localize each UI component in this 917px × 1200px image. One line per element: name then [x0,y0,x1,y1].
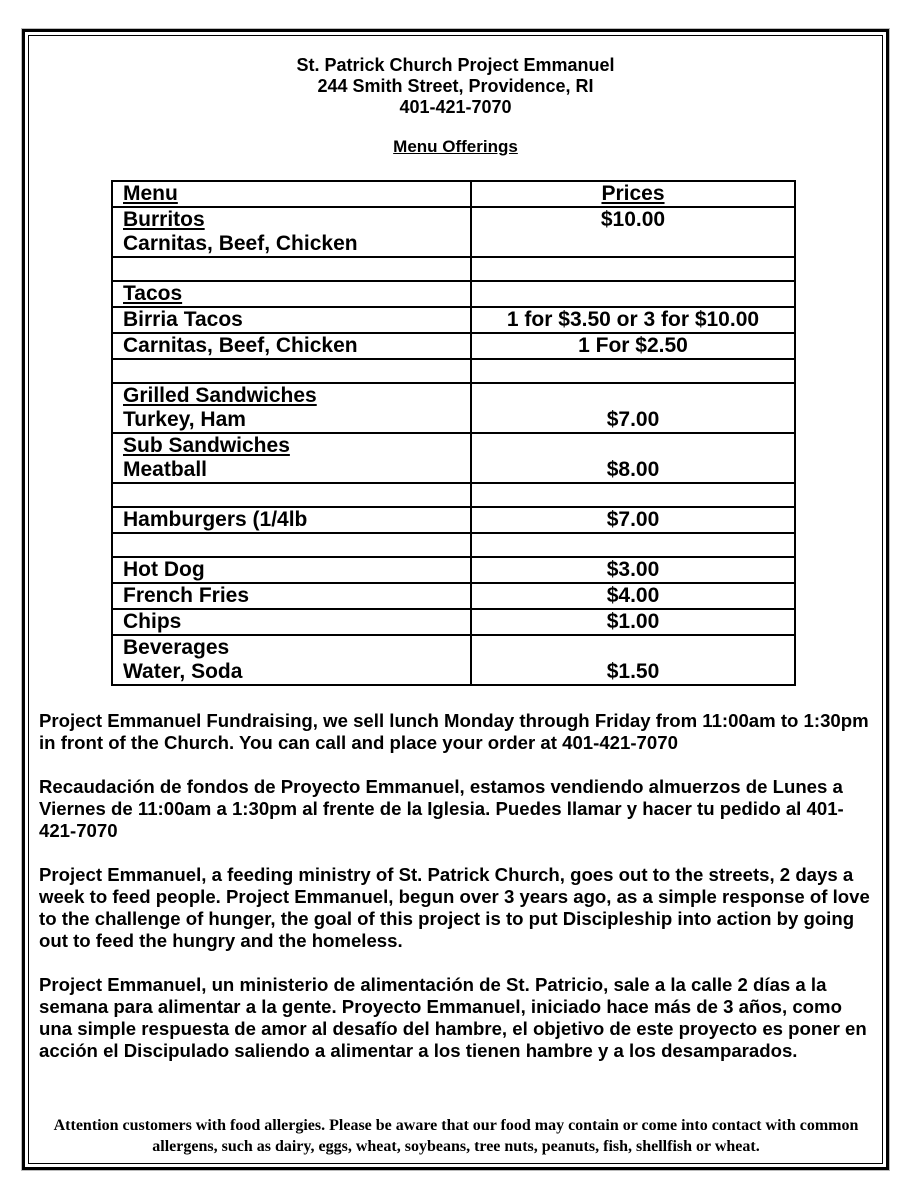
grilled-title: Grilled Sandwiches [123,384,317,407]
table-row-empty [112,483,795,507]
paragraph-ministry-es: Project Emmanuel, un ministerio de alimentación de St. Patricio, sale a la calle 2 días a la semana para alimentar a la gente. Proyecto Emmanuel, iniciado hace más de 3 años, como una simple respuesta de amor al desafío del hambre, el objetivo de este proyecto es poner en acción el Discipulado saliendo a alimentar a los tienen hambre y a los desamparados. [39,974,867,1061]
hotdog-price: $3.00 [471,557,795,583]
table-row-chips [112,609,795,635]
table-row-burritos [112,207,795,257]
fries-price: $4.00 [471,583,795,609]
hotdog-label: Hot Dog [112,557,471,583]
beverages-items: Water, Soda [123,660,243,683]
table-header-row [112,181,795,207]
col-prices-header: Prices [471,181,795,207]
grilled-items: Turkey, Ham [123,408,246,431]
fries-label: French Fries [112,583,471,609]
col-menu-header: Menu [112,181,471,207]
org-phone: 401-421-7070 [399,97,512,117]
table-row-taco-carnitas [112,333,795,359]
org-name: St. Patrick Church Project Emmanuel [296,55,615,75]
grilled-price: $7.00 [471,383,795,433]
burritos-price: $10.00 [471,207,795,257]
flyer-header [28,55,883,118]
paragraph-fundraising-es: Recaudación de fondos de Proyecto Emmanuel, estamos vendiendo almuerzos de Lunes a Viernes de 11:00am a 1:30pm al frente de la Iglesia. Puedes llamar y hacer tu pedido al 401-421-7070 [39,776,844,841]
org-address: 244 Smith Street, Providence, RI [317,76,594,96]
table-row-hotdog [112,557,795,583]
table-row-empty [112,257,795,281]
sub-price: $8.00 [471,433,795,483]
allergy-notice: Attention customers with food allergies. Please be aware that our food may contain or come into contact with common allergens, such as dairy, eggs, wheat, soybeans, tree nuts, peanuts, fish, shellfish or wheat. [53,1117,859,1155]
sub-items: Meatball [123,458,208,481]
menu-title: Menu Offerings [393,137,518,156]
paragraph-fundraising-en: Project Emmanuel Fundraising, we sell lunch Monday through Friday from 11:00am to 1:30pm in front of the Church. You can call and place your order at 401-421-7070 [39,710,869,753]
taco-carnitas-price: 1 For $2.50 [471,333,795,359]
chips-label: Chips [112,609,471,635]
tacos-title: Tacos [123,282,183,305]
sub-title: Sub Sandwiches [123,434,290,457]
table-row-tacos-title [112,281,795,307]
table-row-fries [112,583,795,609]
table-row-hamburgers [112,507,795,533]
menu-table [111,180,796,686]
table-row-empty [112,533,795,557]
info-paragraphs [39,710,874,1084]
burritos-items: Carnitas, Beef, Chicken [123,232,358,255]
paragraph-ministry-en: Project Emmanuel, a feeding ministry of St. Patrick Church, goes out to the streets, 2 days a week to feed people. Project Emmanuel, begun over 3 years ago, as a simple response of love to the challenge of hunger, the goal of this project is to put Discipleship into action by going out to feed the hungry and the homeless. [39,864,870,951]
hamburgers-price: $7.00 [471,507,795,533]
table-row-empty [112,359,795,383]
table-row-sub [112,433,795,483]
table-row-beverages [112,635,795,685]
chips-price: $1.00 [471,609,795,635]
hamburgers-label: Hamburgers (1/4lb [112,507,471,533]
table-row-grilled [112,383,795,433]
beverages-title: Beverages [123,636,230,659]
burritos-title: Burritos [123,208,205,231]
taco-carnitas-label: Carnitas, Beef, Chicken [112,333,471,359]
table-row-birria [112,307,795,333]
birria-label: Birria Tacos [112,307,471,333]
beverages-price: $1.50 [471,635,795,685]
birria-price: 1 for $3.50 or 3 for $10.00 [471,307,795,333]
